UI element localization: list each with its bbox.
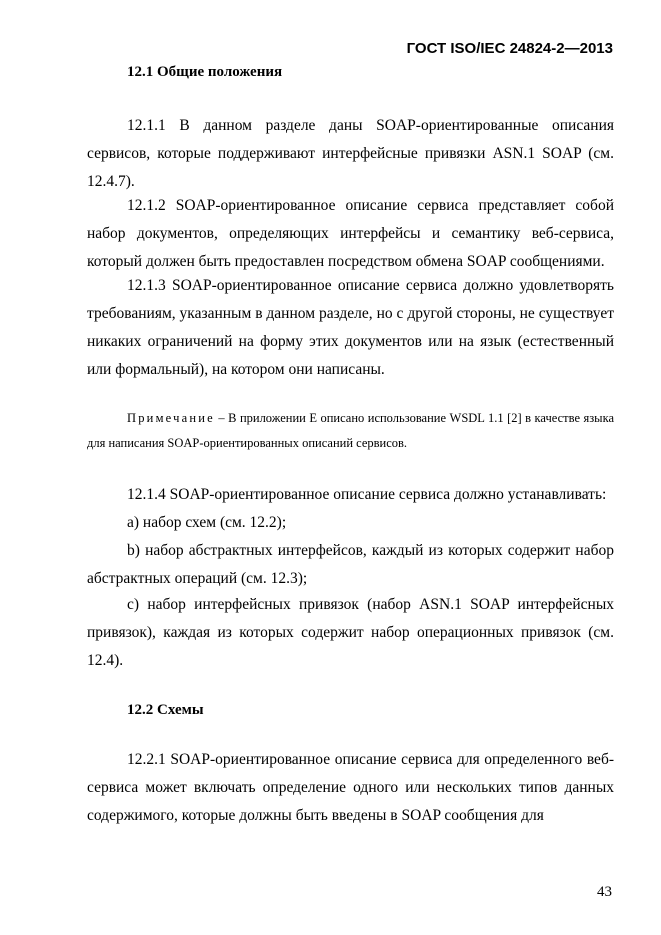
paragraph-12-1-1: 12.1.1 В данном разделе даны SOAP-ориентированные описания сервисов, которые поддерживают интерфейсные привязки ASN.1 SOAP (см. 12.4.7). (87, 117, 614, 190)
paragraph-12-1-4: 12.1.4 SOAP-ориентированное описание сервиса должно устанавливать: (127, 486, 607, 503)
list-item-b: b) набор абстрактных интерфейсов, каждый из которых содержит набор абстрактных операций (см. 12.3); (87, 542, 614, 587)
paragraph-12-1-2: 12.1.2 SOAP-ориентированное описание сервиса представляет собой набор документов, определяющих интерфейсы и семантику веб-сервиса, который должен быть предоставлен посредством обмена SOAP сообщениями. (87, 197, 614, 270)
note-text: – В приложении Е описано использование WSDL 1.1 [2] в качестве языка для написания SOAP-ориентированных описаний сервисов. (87, 411, 614, 450)
document-code-header: ГОСТ ISO/IEC 24824-2—2013 (406, 40, 613, 57)
section-heading-12-2: 12.2 Схемы (127, 702, 204, 718)
page-number: 43 (597, 884, 612, 900)
list-item-c: с) набор интерфейсных привязок (набор ASN.1 SOAP интерфейсных привязок), каждая из которых содержит набор операционных привязок (см. 12.4). (87, 596, 614, 669)
paragraph-12-1-3: 12.1.3 SOAP-ориентированное описание сервиса должно удовлетворять требованиям, указанным в данном разделе, но с другой стороны, не существует никаких ограничений на форму этих документов или на язык (естественный или формальный), на котором они написаны. (87, 277, 614, 378)
note (87, 406, 614, 456)
list-item-a: а) набор схем (см. 12.2); (127, 514, 287, 531)
paragraph-12-2-1: 12.2.1 SOAP-ориентированное описание сервиса для определенного веб-сервиса может включать определение одного или нескольких типов данных содержимого, которые должны быть введены в SOAP сообщения для (87, 751, 614, 824)
note-label: Примечание (127, 411, 215, 425)
section-heading-12-1: 12.1 Общие положения (127, 64, 283, 80)
